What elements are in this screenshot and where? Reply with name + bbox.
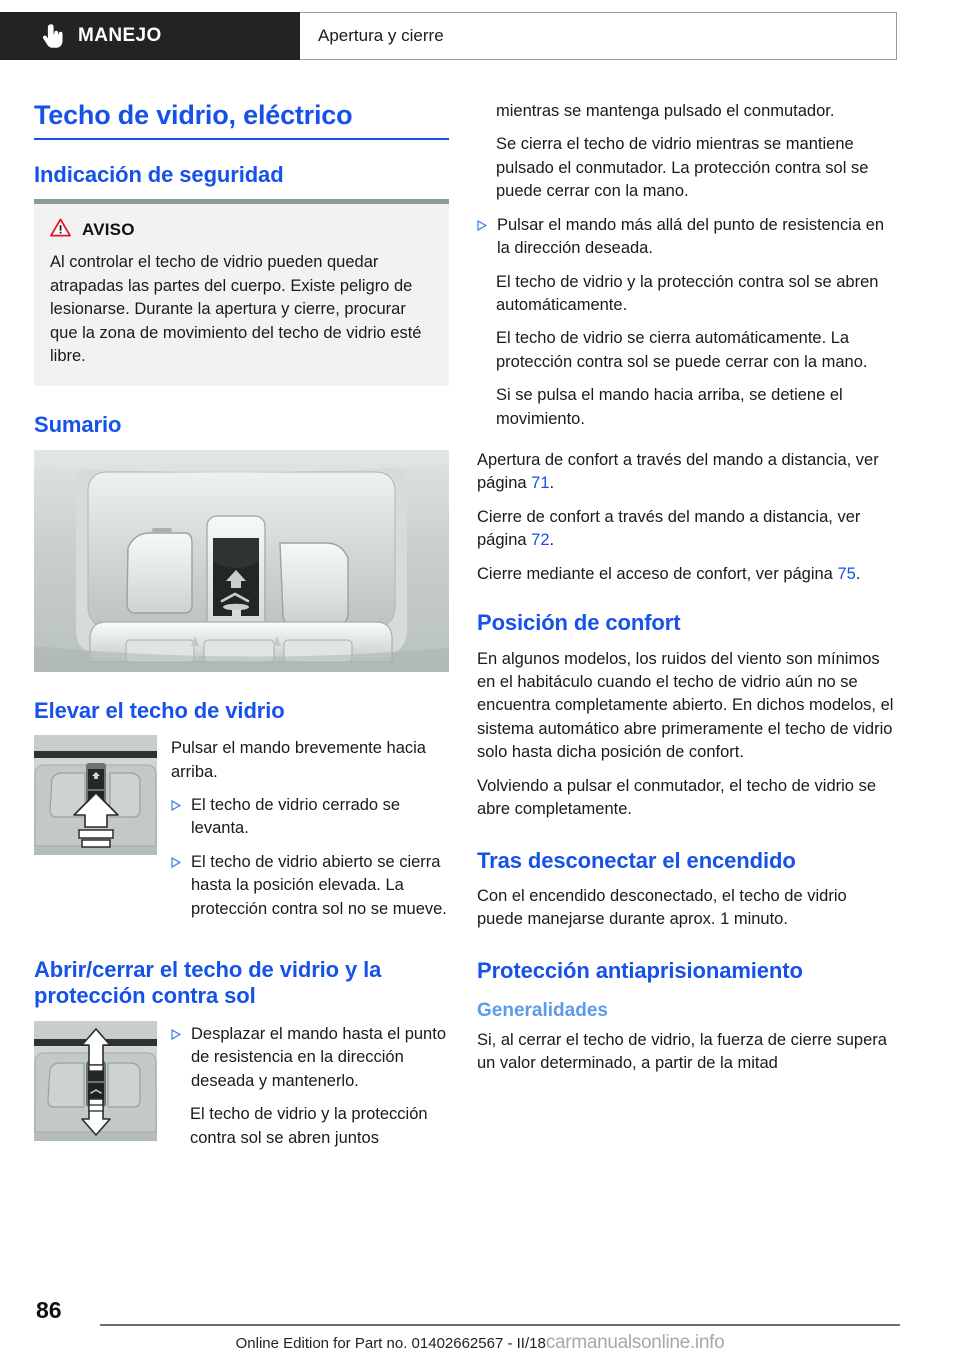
cont-text-1: mientras se mantenga pulsado el conmutador. (496, 102, 835, 120)
open-close-bullet-text: Desplazar el mando hasta el punto de resistencia en la dirección deseada y mantenerlo. (191, 1024, 446, 1090)
xref-2-tail: . (549, 531, 555, 550)
xref-3-lead: Cierre mediante el acceso de confort, ver página (477, 564, 838, 583)
xref-2-lead: Cierre de confort a través del mando a distancia, ver página (477, 507, 861, 550)
raise-bullet-2 (171, 851, 449, 921)
warning-title: AVISO (82, 220, 135, 240)
heading-abrir-cerrar: Abrir/cerrar el techo de vidrio y la protección contra sol (34, 957, 382, 1009)
heading-tras-desconectar: Tras desconectar el encendido (477, 847, 796, 873)
heading-sumario: Sumario (34, 412, 122, 438)
raise-bullet-2-text: El techo de vidrio abierto se cierra hasta la posición elevada. La protección contra sol no se mueve. (191, 852, 447, 918)
xref-1-tail: . (549, 474, 555, 493)
title-underline (34, 138, 449, 140)
cont-text-2: Se cierra el techo de vidrio mientras se mantiene pulsado el conmutador. La protección contra sol se puede cerrar con la mano. (496, 135, 869, 201)
comfort-paragraph-1: En algunos modelos, los ruidos del viento son mínimos en el habitáculo cuando el techo de vidrio aún no se encuentra completamente abierto. En dichos modelos, el sistema automático abre primeramente el techo de vidrio solo hasta dicha posición de confort. (477, 649, 894, 762)
xref-1-page[interactable]: 71 (531, 474, 550, 493)
triangle-bullet-icon (171, 851, 182, 868)
raise-text-column (171, 735, 449, 931)
raise-intro: Pulsar el mando brevemente hacia arriba. (171, 739, 426, 781)
section-tab[interactable] (300, 12, 897, 60)
chapter-tab[interactable] (0, 12, 300, 60)
right-follow-3: Si se pulsa el mando hacia arriba, se detiene el movimiento. (496, 386, 843, 428)
right-column (477, 100, 897, 1076)
heading-proteccion-antiaprisionamiento: Protección antiaprisionamiento (477, 957, 803, 983)
open-close-text-column (171, 1021, 449, 1160)
xref-1 (477, 449, 897, 496)
left-column (34, 100, 449, 1160)
raise-bullet-1 (171, 794, 449, 841)
section-label: Apertura y cierre (318, 26, 444, 45)
open-close-bullet (171, 1023, 449, 1093)
heading-generalidades: Generalidades (477, 1000, 608, 1022)
footer-edition-text: Online Edition for Part no. 01402662567 - II/18 (235, 1335, 546, 1352)
general-paragraph-1: Si, al cerrar el techo de vidrio, la fuerza de cierre supera un valor determinado, a partir de la mitad (477, 1030, 887, 1073)
xref-3-tail: . (855, 564, 861, 583)
right-bullet-1 (477, 214, 897, 261)
triangle-bullet-icon (171, 794, 182, 811)
page-footer (0, 1272, 960, 1362)
heading-safety: Indicación de seguridad (34, 161, 284, 187)
raise-block (34, 735, 449, 931)
page-title: Techo de vidrio, eléctrico (34, 100, 353, 130)
raise-bullet-1-text: El techo de vidrio cerrado se levanta. (191, 795, 401, 838)
warning-text: Al controlar el techo de vidrio pueden quedar atrapadas las partes del cuerpo. Existe peligro de lesionarse. Durante la apertura y cierre, procurar que la zona de movimiento del techo de vidrio esté libre. (50, 253, 422, 365)
warning-box (34, 199, 449, 386)
heading-elevar: Elevar el techo de vidrio (34, 697, 285, 723)
triangle-bullet-icon (477, 214, 488, 231)
warning-triangle-icon (50, 218, 71, 242)
heading-posicion-confort: Posición de confort (477, 610, 681, 636)
xref-2 (477, 506, 897, 553)
footer-edition-line (0, 1332, 960, 1354)
raise-console-figure (34, 735, 157, 855)
ignition-paragraph-1: Con el encendido desconectado, el techo de vidrio puede manejarse durante aprox. 1 minuto. (477, 886, 847, 929)
chapter-label: MANEJO (78, 25, 162, 46)
xref-3-page[interactable]: 75 (837, 564, 856, 583)
footer-divider (100, 1324, 900, 1326)
xref-1-lead: Apertura de confort a través del mando a distancia, ver página (477, 451, 879, 493)
warning-header (50, 218, 433, 242)
footer-page-number: 86 (36, 1297, 62, 1323)
summary-console-figure (34, 450, 449, 672)
open-close-block (34, 1021, 449, 1160)
page-header (0, 12, 897, 60)
hand-pointing-icon (42, 23, 64, 49)
comfort-paragraph-2: Volviendo a pulsar el conmutador, el techo de vidrio se abre completamente. (477, 776, 876, 819)
open-close-follow-text: El techo de vidrio y la protección contra sol se abren juntos (190, 1105, 428, 1147)
xref-2-page[interactable]: 72 (531, 531, 550, 550)
right-bullet-1-text: Pulsar el mando más allá del punto de resistencia en la dirección deseada. (497, 215, 885, 258)
right-follow-2: El techo de vidrio se cierra automáticamente. La protección contra sol se puede cerrar con la mano. (496, 329, 868, 371)
footer-watermark: carmanualsonline.info (545, 1332, 725, 1353)
right-follow-1: El techo de vidrio y la protección contra sol se abren automáticamente. (496, 272, 879, 314)
triangle-bullet-icon (171, 1023, 182, 1040)
xref-3 (477, 563, 897, 586)
open-close-console-figure (34, 1021, 157, 1141)
